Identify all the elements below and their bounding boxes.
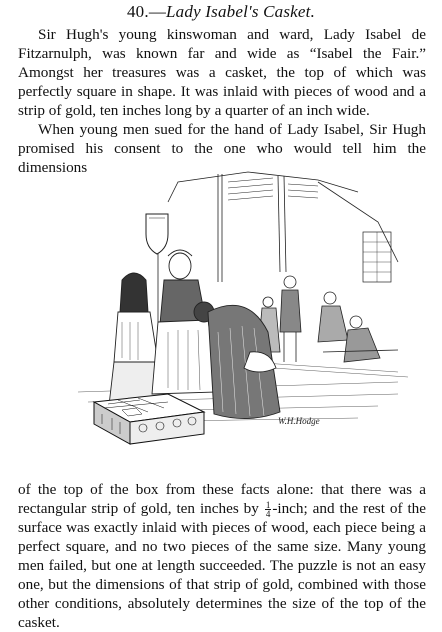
fraction-denominator: 4 bbox=[265, 509, 271, 520]
heading-dash: — bbox=[148, 2, 167, 21]
quarter-fraction bbox=[265, 501, 272, 518]
conditions-text-start: of the top of the box from these facts alone: that there was a rectangular strip of gold, ten inches by bbox=[18, 481, 426, 517]
paragraph-intro: Sir Hugh's young kinswoman and ward, Lady Isabel de Fitzarnulph, was known far and wide as “Isabel the Fair.” Amongst her treasures was a casket, the top of which was perfectly square in shape. It was inlaid with pieces of wood and a strip of gold, ten inches long by a quarter of an inch wide. bbox=[18, 26, 426, 119]
artist-signature: W.H.Hodge bbox=[278, 416, 320, 426]
puzzle-heading bbox=[0, 2, 442, 22]
paragraph-puzzle-conditions bbox=[18, 480, 426, 632]
casket-illustration bbox=[18, 162, 426, 474]
engraving-drawing bbox=[18, 162, 426, 474]
casket bbox=[94, 394, 204, 444]
paragraph-suitors: When young men sued for the hand of Lady Isabel, Sir Hugh promised his consent to the one who would tell him the dimensions bbox=[18, 121, 426, 176]
puzzle-number: 40. bbox=[126, 2, 149, 21]
fraction-numerator: 1 bbox=[265, 500, 271, 511]
shield-icon bbox=[146, 214, 168, 254]
conditions-text-end: -inch; and the rest of the surface was exactly inlaid with pieces of wood, each piece being a perfect square, and no two pieces of the same size. Many young men failed, but one at length succeeded. The puzzle is not an easy one, but the dimensions of that strip of gold, combined with those other conditions, absolutely determines the size of the top of the casket. bbox=[18, 500, 427, 632]
puzzle-title: Lady Isabel's Casket. bbox=[166, 2, 316, 21]
